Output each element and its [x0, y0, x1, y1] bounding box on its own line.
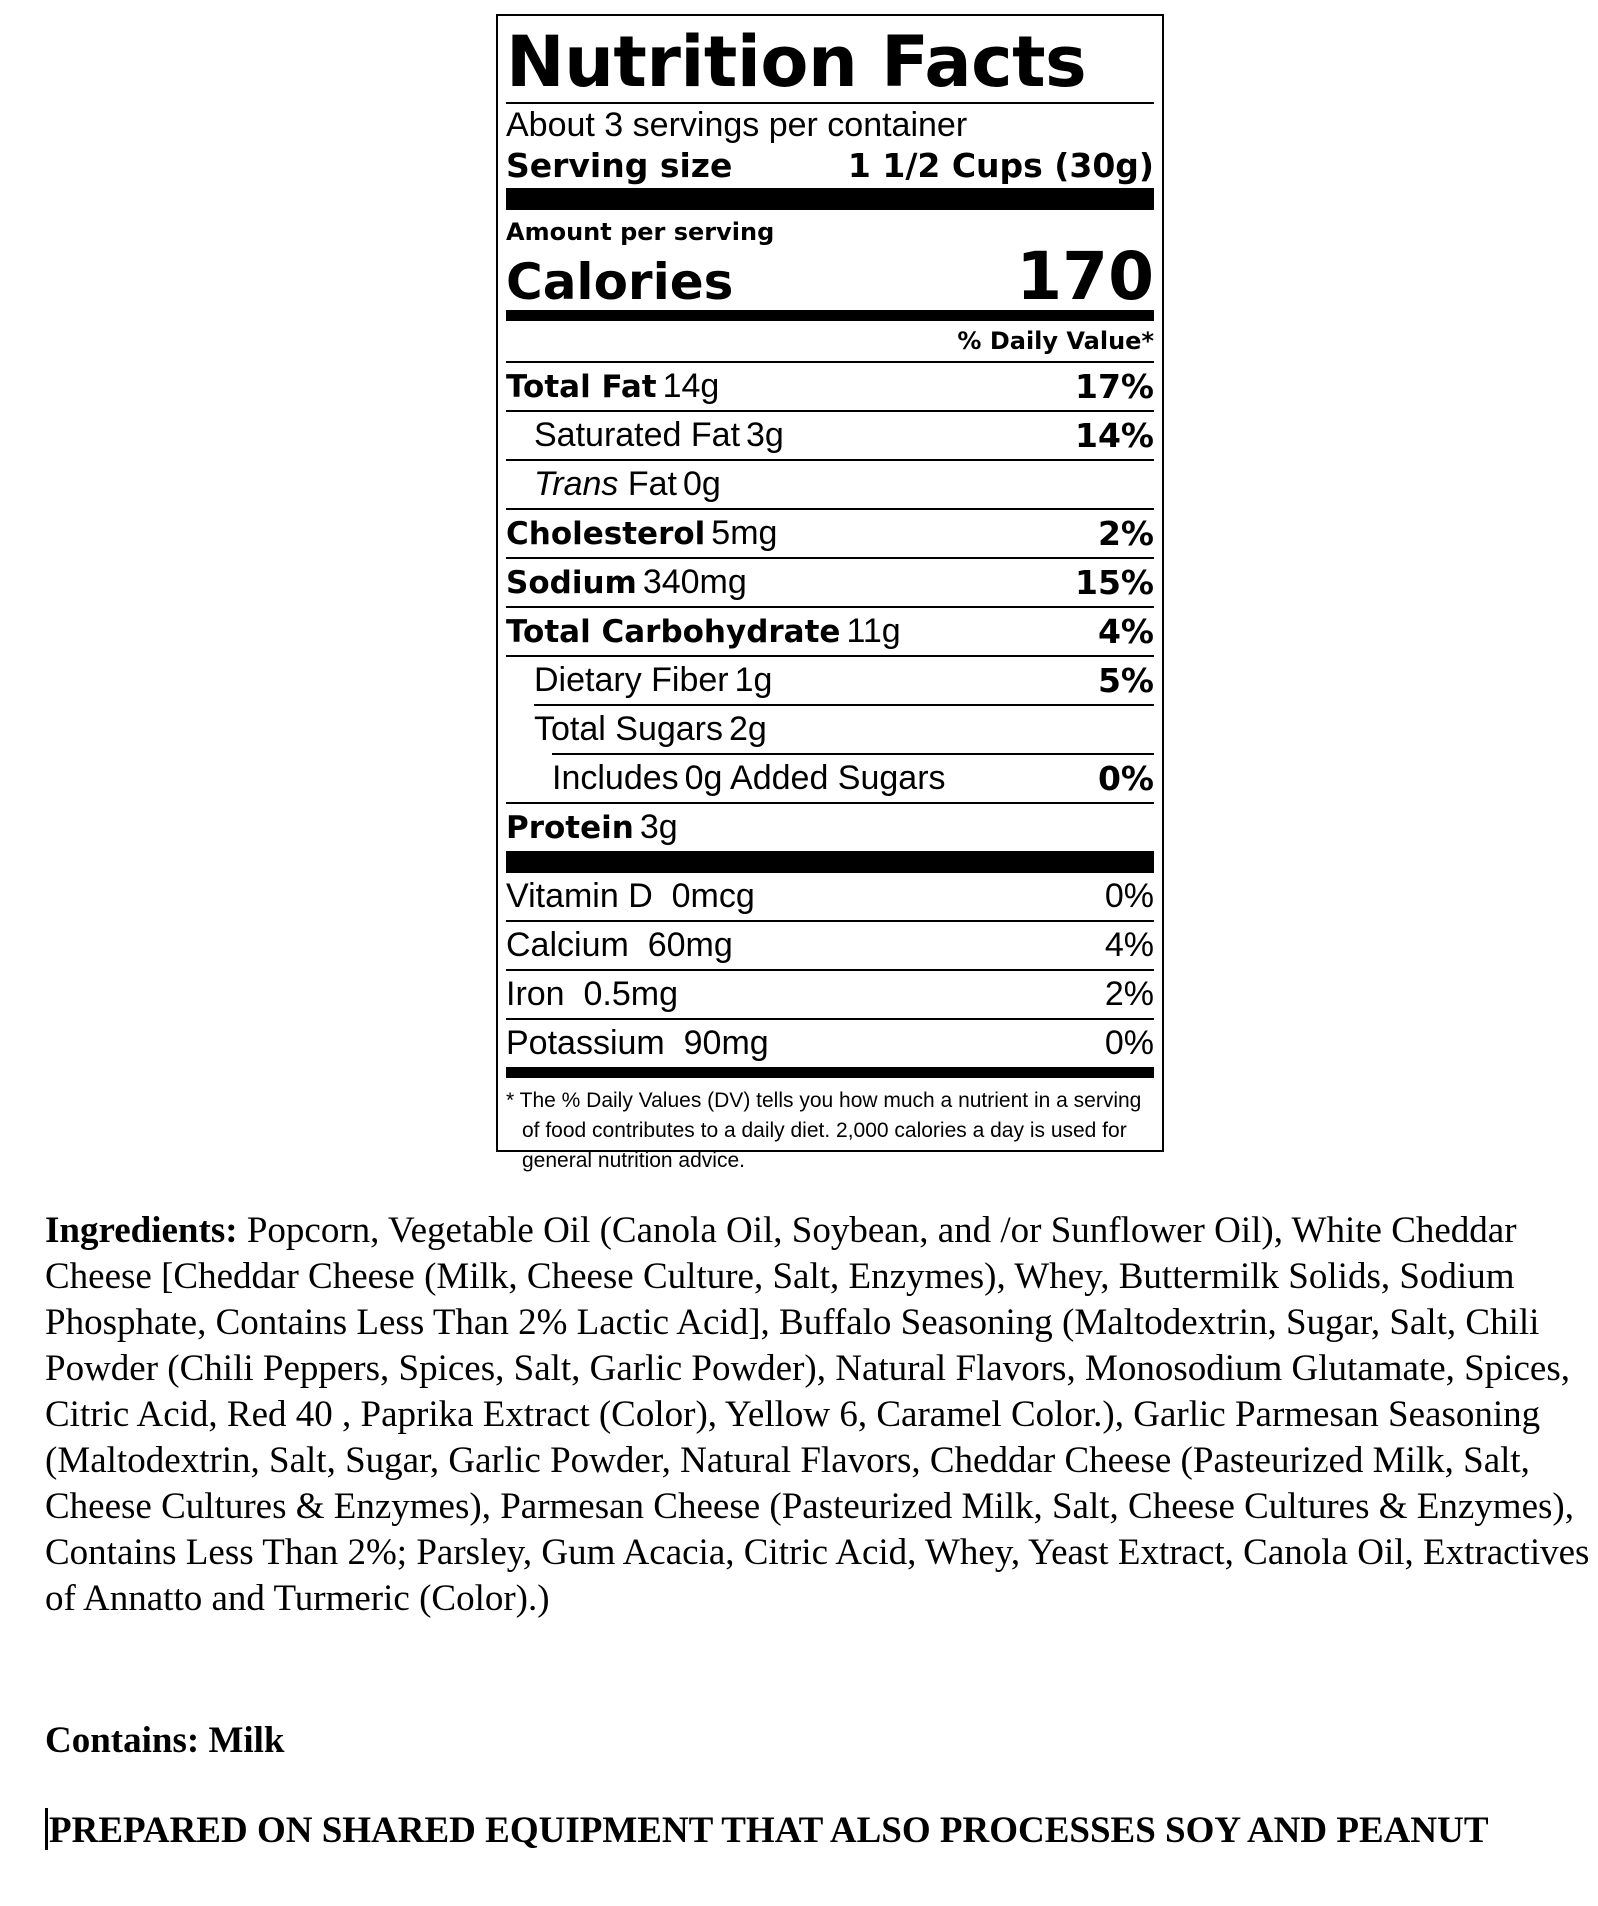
thick-divider [506, 851, 1154, 873]
ingredients-text: Popcorn, Vegetable Oil (Canola Oil, Soybean, and /or Sunflower Oil), White Cheddar Cheese [Cheddar Cheese (Milk, Cheese Culture, Salt, Enzymes), Whey, Buttermilk Solids, Sodium Phosphate, Contains Less Than 2% Lactic Acid], Buffalo Seasoning (Maltodextrin, Sugar, Salt, Chili Powder (Chili Peppers, Spices, Salt, Garlic Powder), Natural Flavors, Monosodium Glutamate, Spices, Citric Acid, Red 40 , Paprika Extract (Color), Yellow 6, Caramel Color.), Garlic Parmesan Seasoning (Maltodextrin, Salt, Sugar, Garlic Powder, Natural Flavors, Cheddar Cheese (Pasteurized Milk, Salt, Cheese Cultures & Enzymes), Parmesan Cheese (Pasteurized Milk, Salt, Cheese Cultures & Enzymes), Contains Less Than 2%; Parsley, Gum Acacia, Citric Acid, Whey, Yeast Extract, Canola Oil, Extractives of Annatto and Turmeric (Color).) [45, 1210, 1590, 1619]
serving-size-row [506, 146, 1154, 188]
ingredients-section [45, 1208, 1595, 1622]
nutrient-amount: 0g [684, 759, 723, 797]
nutrient-dv: 0% [1097, 759, 1154, 798]
nutrient-dv: 14% [1075, 416, 1154, 455]
nutrient-label: Fat [627, 465, 677, 503]
nutrient-amount: 2g [729, 710, 767, 748]
shared-equipment-text: PREPARED ON SHARED EQUIPMENT THAT ALSO PROCESSES SOY AND PEANUT [49, 1810, 1489, 1851]
nutrient-amount: 3g [746, 416, 784, 454]
vitamin-label: Vitamin D 0mcg [506, 877, 755, 915]
text-cursor [45, 1808, 48, 1850]
nutrient-label-post: Added Sugars [730, 759, 946, 797]
nutrient-row-total-sugars [506, 706, 1154, 753]
nutrient-row-sodium [506, 559, 1154, 606]
nutrient-amount: 0g [682, 465, 721, 503]
nutrient-row-dietary-fiber [506, 657, 1154, 704]
nutrient-amount: 3g [639, 808, 678, 846]
ingredients-paragraph [45, 1208, 1595, 1622]
daily-value-footnote: * The % Daily Values (DV) tells you how much a nutrient in a serving of food contributes to a daily diet. 2,000 calories a day is used for general nutrition advice. [506, 1089, 1142, 1172]
nutrient-label-italic: Trans [534, 465, 619, 503]
vitamin-label: Potassium 90mg [506, 1024, 769, 1062]
nutrition-facts-content [506, 16, 1154, 1176]
daily-value-header: % Daily Value* [957, 327, 1154, 355]
calories-value: 170 [1016, 238, 1154, 315]
nutrient-label: Sodium [506, 565, 637, 601]
amount-per-serving: Amount per serving [506, 218, 775, 246]
nutrient-dv: 5% [1097, 661, 1154, 700]
vitamin-dv: 2% [1104, 975, 1154, 1013]
calories-label: Calories [506, 253, 734, 311]
nutrient-dv: 2% [1097, 514, 1154, 553]
nutrition-facts-panel [496, 14, 1164, 1172]
nutrient-row-saturated-fat [506, 412, 1154, 459]
vitamin-label: Iron 0.5mg [506, 975, 678, 1013]
thick-divider [506, 188, 1154, 210]
nutrient-amount: 5mg [711, 514, 778, 552]
vitamin-row [506, 873, 1154, 920]
nutrient-label: Cholesterol [506, 516, 706, 552]
nutrient-amount: 14g [662, 367, 720, 405]
nutrient-dv: 17% [1075, 367, 1154, 406]
nutrient-label: Saturated Fat [534, 416, 741, 454]
nutrient-label: Total Carbohydrate [506, 614, 841, 650]
vitamin-dv: 0% [1104, 1024, 1154, 1062]
nutrient-dv: 4% [1097, 612, 1154, 651]
serving-size-label: Serving size [506, 146, 733, 185]
calories-row [506, 238, 1154, 315]
vitamin-dv: 0% [1104, 877, 1154, 915]
vitamin-row [506, 1020, 1154, 1067]
medium-divider [506, 1067, 1154, 1078]
nutrient-label: Includes [552, 759, 679, 797]
allergen-contains: Contains: Milk [45, 1720, 285, 1761]
ingredients-label: Ingredients: [45, 1210, 238, 1251]
nutrient-dv: 15% [1075, 563, 1154, 602]
nutrient-row-total-fat [506, 363, 1154, 410]
nutrient-amount: 11g [846, 612, 901, 650]
servings-per-container: About 3 servings per container [506, 106, 968, 144]
nutrition-facts-title: Nutrition Facts [506, 21, 1087, 103]
nutrient-label: Protein [506, 810, 634, 846]
vitamin-row [506, 922, 1154, 969]
nutrient-row-trans-fat [506, 461, 1154, 508]
nutrient-row-added-sugars [506, 755, 1154, 802]
vitamin-label: Calcium 60mg [506, 926, 733, 964]
nutrient-amount: 340mg [642, 563, 747, 601]
nutrient-row-protein [506, 804, 1154, 851]
vitamin-dv: 4% [1104, 926, 1154, 964]
nutrient-label: Dietary Fiber [534, 661, 729, 699]
vitamin-row [506, 971, 1154, 1018]
nutrient-label: Total Fat [506, 369, 657, 405]
shared-equipment-warning [45, 1808, 1565, 1854]
serving-size-value: 1 1/2 Cups (30g) [847, 146, 1154, 185]
nutrient-row-total-carbohydrate [506, 608, 1154, 655]
nutrient-row-cholesterol [506, 510, 1154, 557]
nutrient-label: Total Sugars [534, 710, 723, 748]
nutrient-amount: 1g [734, 661, 773, 699]
